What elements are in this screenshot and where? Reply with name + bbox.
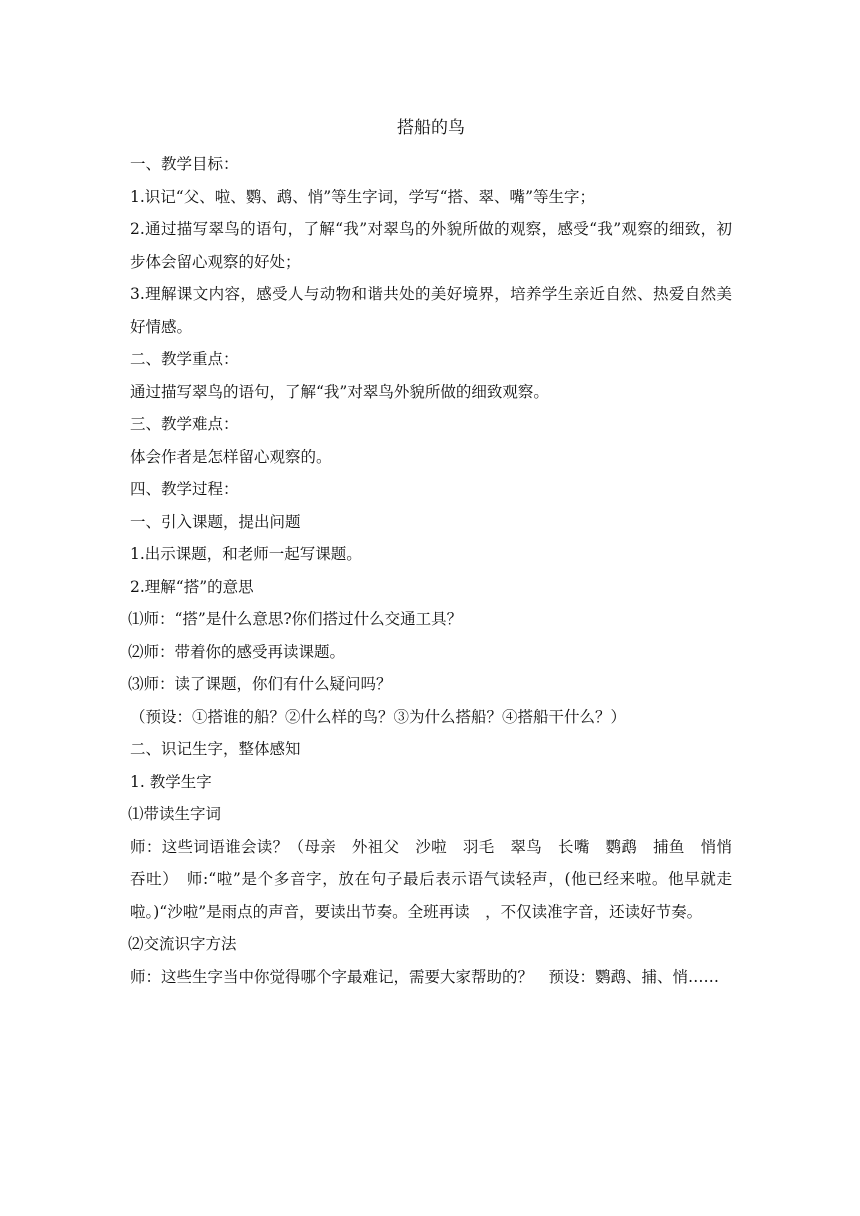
step-characters-1: 1. 教学生字	[130, 772, 212, 791]
step-heading-intro: 一、引入课题，提出问题	[130, 512, 301, 531]
step-intro-2-b: ⑵师：带着你的感受再读课题。	[128, 642, 346, 661]
step-intro-2-c: ⑶师：读了课题，你们有什么疑问吗？	[128, 675, 392, 693]
step-characters-1-b: ⑵交流识字方法	[128, 935, 237, 953]
step-characters-1-a: ⑴带读生字词	[128, 805, 222, 823]
document-title: 搭船的鸟	[397, 118, 465, 138]
step-intro-presets: （预设：①搭谁的船？②什么样的鸟？③为什么搭船？④搭船干什么？）	[130, 707, 627, 726]
objective-3: 3.理解课文内容，感受人与动物和谐共处的美好境界，培养学生亲近自然、热爱自然美好情感。	[130, 285, 732, 336]
step-characters-methods-text: 师：这些生字当中你觉得哪个字最难记，需要大家帮助的？ 预设：鹦鹉、捕、悄……	[130, 967, 720, 986]
document-page	[128, 112, 748, 993]
step-intro-2-a: ⑴师：“搭”是什么意思?你们搭过什么交通工具？	[128, 610, 463, 628]
key-points-text: 通过描写翠鸟的语句，了解“我”对翠鸟外貌所做的细致观察。	[130, 382, 549, 401]
objective-2: 2.通过描写翠鸟的语句，了解“我”对翠鸟的外貌所做的观察，感受“我”观察的细致，初步体会留心观察的好处；	[130, 220, 732, 271]
step-intro-1: 1.出示课题，和老师一起写课题。	[130, 545, 362, 563]
step-heading-characters: 二、识记生字，整体感知	[130, 740, 301, 758]
difficulties-text: 体会作者是怎样留心观察的。	[130, 447, 332, 466]
section-heading-key-points: 二、教学重点：	[130, 350, 239, 368]
step-characters-reading-text: 师：这些词语谁会读？（母亲 外祖父 沙啦 羽毛 翠鸟 长嘴 鹦鹉 捕鱼 悄悄 吞吐） 师:“啦”是个多音字，放在句子最后表示语气读轻声，(他已经来啦。他早就走啦。)“沙啦”是雨点的声音，要读出节奏。全班再读 ，不仅读准字音，还读好节奏。	[130, 837, 748, 921]
objective-1: 1.识记“父、啦、鹦、鹉、悄”等生字词，学写“搭、翠、嘴”等生字；	[130, 187, 595, 206]
section-heading-objectives: 一、教学目标：	[130, 155, 239, 173]
section-heading-process: 四、教学过程：	[130, 480, 239, 498]
step-intro-2: 2.理解“搭”的意思	[130, 577, 254, 596]
section-heading-difficulties: 三、教学难点：	[130, 415, 239, 433]
